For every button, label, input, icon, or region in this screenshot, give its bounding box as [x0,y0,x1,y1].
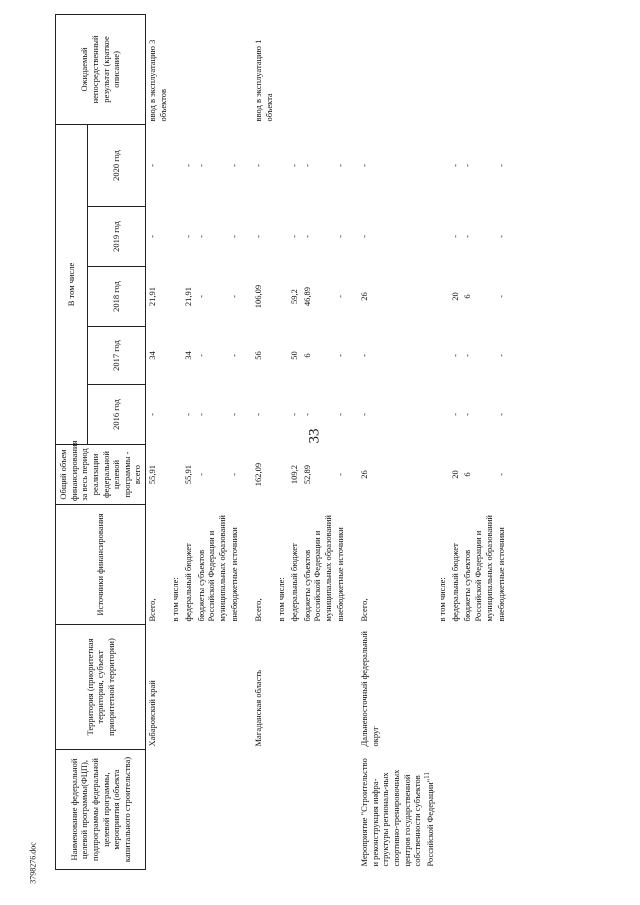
row-source-cell [195,505,229,625]
row-source-cell [495,505,508,625]
row-2016-cell [461,385,495,445]
row-2016-cell-text: - [195,413,206,416]
row-source-cell [334,505,347,625]
row-2020-cell [252,124,275,206]
row-2020-cell-text: - [335,164,346,167]
row-program-cell [436,750,449,870]
row-2020-cell [288,124,301,206]
table-row [301,14,335,869]
row-result-cell [182,14,195,124]
row-2017-cell [436,327,449,385]
row-2018-cell-text: 6 [462,294,473,299]
row-2018-cell [228,267,241,327]
row-total-cell [182,445,195,505]
header-result: Ожидаемый непосредственный результат (краткое описание) [56,14,146,124]
row-2016-cell [495,385,508,445]
row-total-cell [358,445,436,505]
row-2019-cell-text: - [301,235,312,238]
row-2020-cell [195,124,229,206]
row-total-cell-text: 6 [462,472,473,477]
row-program-cell-text: Мероприятие "Строительство и реконструкция инфра-структуры региональ-ных спортивно-тренировочных центров государственной собственности субъектов Российской Федерации" [359,758,435,867]
spacer-cell [347,750,358,870]
spacer-cell [241,750,252,870]
row-program-cell [301,750,335,870]
financing-table [55,14,508,870]
row-2020-cell-text: - [462,164,473,167]
row-2019-cell [334,207,347,267]
header-year-2019: 2019 год [88,207,146,267]
row-program-cell [334,750,347,870]
row-total-cell [495,445,508,505]
row-result-cell [301,14,335,124]
row-2019-cell-text: - [195,235,206,238]
spacer-cell [347,207,358,267]
row-territory-cell [195,625,229,750]
row-total-cell [195,445,229,505]
row-territory-cell [301,625,335,750]
row-2018-cell [182,267,195,327]
spacer-cell [347,327,358,385]
row-total-cell-text: 20 [449,470,460,479]
spacer-cell [241,327,252,385]
row-source-cell-text: в том числе: [170,577,181,622]
row-source-cell [358,505,436,625]
row-2020-cell [449,124,462,206]
row-territory-cell [182,625,195,750]
row-2017-cell-text: - [229,354,240,357]
row-program-cell [146,750,170,870]
row-2019-cell-text: - [147,235,157,238]
row-2016-cell [288,385,301,445]
rotated-table-container [55,15,625,870]
row-result-cell-text: ввод в эксплуатацию 3 объектов [147,39,168,122]
row-2017-cell-text: - [195,354,206,357]
row-2017-cell-text: - [462,354,473,357]
row-program-cell [461,750,495,870]
row-source-cell-text: Всего, [147,598,157,622]
row-result-cell [288,14,301,124]
row-2017-cell-text: - [449,354,460,357]
row-2020-cell-text: - [253,164,263,167]
row-result-cell [169,14,182,124]
header-year-2016: 2016 год [88,385,146,445]
row-source-cell [288,505,301,625]
row-2019-cell [301,207,335,267]
row-program-cell [495,750,508,870]
row-total-cell [436,445,449,505]
table-row [275,14,288,869]
row-source-cell [436,505,449,625]
row-total-cell [301,445,335,505]
row-total-cell-text: - [496,473,507,476]
row-territory-cell-text: Дальневосточный федеральный округ [359,631,380,747]
row-2019-cell [495,207,508,267]
row-2019-cell-text: - [496,235,507,238]
row-2017-cell-text: 56 [253,351,263,360]
row-spacer [241,14,252,869]
row-2017-cell-text: 34 [182,351,193,360]
row-2019-cell [436,207,449,267]
row-source-cell-text: внебюджетные источники [335,527,346,622]
footnote-marker: 11 [422,772,431,779]
row-2019-cell [449,207,462,267]
row-2019-cell [252,207,275,267]
row-2019-cell [461,207,495,267]
row-territory-cell [288,625,301,750]
row-total-cell-text: 162,09 [253,462,263,487]
row-2020-cell-text: - [359,164,369,167]
header-total: Общий объем финансирования за весь период реализации федеральной целевой программы - всего [56,445,146,505]
table-row [228,14,241,869]
spacer-cell [347,267,358,327]
row-2020-cell-text: - [449,164,460,167]
spacer-cell [241,14,252,124]
row-total-cell-text: - [229,473,240,476]
row-2017-cell [461,327,495,385]
row-2020-cell [461,124,495,206]
spacer-cell [241,124,252,206]
spacer-cell [347,124,358,206]
row-2017-cell [195,327,229,385]
row-2017-cell [288,327,301,385]
row-2020-cell-text: - [288,164,299,167]
row-result-cell [358,14,436,124]
row-2018-cell [334,267,347,327]
row-2019-cell-text: - [335,235,346,238]
row-source-cell [449,505,462,625]
row-2016-cell-text: - [147,413,157,416]
row-territory-cell [495,625,508,750]
row-2020-cell-text: - [195,164,206,167]
row-territory-cell [461,625,495,750]
row-2018-cell [301,267,335,327]
row-2016-cell-text: - [496,413,507,416]
row-2017-cell-text: - [335,354,346,357]
row-2016-cell [275,385,288,445]
row-territory-cell [449,625,462,750]
row-program-cell [288,750,301,870]
row-total-cell-text: - [195,473,206,476]
spacer-cell [241,207,252,267]
row-result-cell [449,14,462,124]
row-2018-cell-text: - [229,295,240,298]
row-total-cell-text: 55,91 [182,464,193,485]
row-program-cell [449,750,462,870]
row-2016-cell-text: - [359,413,369,416]
row-2016-cell [169,385,182,445]
row-2016-cell [301,385,335,445]
row-source-cell-text: в том числе: [437,577,448,622]
header-year-2020: 2020 год [88,124,146,206]
row-2018-cell-text: 46,89 [301,286,312,307]
row-2018-cell [495,267,508,327]
row-2016-cell-text: - [229,413,240,416]
row-territory-cell [146,625,170,750]
row-2017-cell-text: 34 [147,351,157,360]
table-body [146,14,508,869]
row-2019-cell-text: - [253,235,263,238]
row-result-cell [275,14,288,124]
row-program-cell [275,750,288,870]
row-program-cell [358,750,436,870]
row-program-cell [228,750,241,870]
spacer-cell [347,505,358,625]
row-territory-cell [169,625,182,750]
table-row [436,14,449,869]
document-id: 3798276.doc [28,842,38,884]
row-2020-cell [169,124,182,206]
row-2016-cell [358,385,436,445]
row-total-cell [461,445,495,505]
row-source-cell [182,505,195,625]
table-row [252,14,275,869]
row-source-cell-text: Всего, [359,598,369,622]
row-2020-cell [495,124,508,206]
row-result-cell [228,14,241,124]
spacer-cell [241,385,252,445]
row-territory-cell-text: Хабаровский край [147,680,157,747]
spacer-cell [347,625,358,750]
row-source-cell [461,505,495,625]
row-2017-cell-text: - [496,354,507,357]
row-2016-cell [146,385,170,445]
row-total-cell-text: 109,2 [288,464,299,485]
row-source-cell [228,505,241,625]
row-territory-cell [436,625,449,750]
row-program-cell [252,750,275,870]
row-result-cell [195,14,229,124]
row-source-cell [146,505,170,625]
row-2017-cell [358,327,436,385]
table-row [334,14,347,869]
row-territory-cell [275,625,288,750]
row-2020-cell [182,124,195,206]
row-source-cell-text: Всего, [253,598,263,622]
row-source-cell-text: федеральный бюджет [288,543,299,622]
row-total-cell [288,445,301,505]
row-2018-cell [275,267,288,327]
row-territory-cell [252,625,275,750]
table-row [358,14,436,869]
row-2017-cell [169,327,182,385]
row-2017-cell [301,327,335,385]
row-result-cell [436,14,449,124]
row-territory-cell [358,625,436,750]
table-row [288,14,301,869]
row-2019-cell-text: - [182,235,193,238]
row-result-cell [146,14,170,124]
header-program: Наименование федеральной целевой программы(ФЦП), подпрограммы федеральной целевой программы, мероприятия (объекта капитального строительства) [56,750,146,870]
spacer-cell [347,385,358,445]
row-2020-cell [358,124,436,206]
row-total-cell [275,445,288,505]
row-2018-cell-text: - [335,295,346,298]
row-2018-cell-text: 106,09 [253,284,263,309]
row-2016-cell-text: - [335,413,346,416]
row-2016-cell [252,385,275,445]
spacer-cell [241,625,252,750]
row-2016-cell [228,385,241,445]
row-2017-cell [449,327,462,385]
row-source-cell [275,505,288,625]
row-total-cell [169,445,182,505]
table-row [495,14,508,869]
row-2019-cell-text: - [359,235,369,238]
spacer-cell [241,445,252,505]
row-spacer [347,14,358,869]
row-2016-cell-text: - [301,413,312,416]
row-result-cell [495,14,508,124]
row-result-cell [252,14,275,124]
row-total-cell [146,445,170,505]
row-source-cell-text: бюджеты субъектов Российской Федерации и муниципальных образований [462,515,494,622]
row-total-cell-text: 26 [359,470,369,479]
row-2019-cell [195,207,229,267]
row-result-cell [461,14,495,124]
header-sources: Источники финансирования [56,505,146,625]
table-row [195,14,229,869]
row-2018-cell [449,267,462,327]
row-total-cell [449,445,462,505]
row-2019-cell [358,207,436,267]
row-source-cell [169,505,182,625]
row-2020-cell [275,124,288,206]
row-2019-cell [182,207,195,267]
row-total-cell [334,445,347,505]
row-2016-cell [436,385,449,445]
row-program-cell [195,750,229,870]
row-2020-cell [228,124,241,206]
row-2016-cell-text: - [462,413,473,416]
row-2019-cell-text: - [288,235,299,238]
row-2019-cell-text: - [449,235,460,238]
row-2018-cell-text: - [496,295,507,298]
row-source-cell-text: внебюджетные источники [496,527,507,622]
table-row [449,14,462,869]
row-2017-cell-text: 6 [301,353,312,358]
header-territory: Территория (приоритетная территория, субъект приоритетной территории) [56,625,146,750]
row-result-cell [334,14,347,124]
row-total-cell [228,445,241,505]
row-2018-cell [195,267,229,327]
row-2018-cell-text: 21,91 [147,286,157,307]
row-2017-cell [146,327,170,385]
row-2020-cell [146,124,170,206]
row-2017-cell-text: 50 [288,351,299,360]
row-2020-cell-text: - [229,164,240,167]
header-year-2018: 2018 год [88,267,146,327]
row-2016-cell-text: - [449,413,460,416]
row-2017-cell [228,327,241,385]
row-total-cell [252,445,275,505]
row-source-cell-text: бюджеты субъектов Российской Федерации и муниципальных образований [301,515,333,622]
row-2017-cell [275,327,288,385]
row-2019-cell [275,207,288,267]
row-2017-cell [182,327,195,385]
row-2016-cell [195,385,229,445]
row-2018-cell-text: 20 [449,292,460,301]
row-total-cell-text: - [335,473,346,476]
row-2016-cell [449,385,462,445]
row-source-cell-text: федеральный бюджет [449,543,460,622]
row-2020-cell [334,124,347,206]
row-2018-cell [146,267,170,327]
row-2017-cell-text: - [359,354,369,357]
table-row [182,14,195,869]
row-2020-cell [436,124,449,206]
row-2018-cell-text: 26 [359,292,369,301]
spacer-cell [241,267,252,327]
row-2018-cell-text: - [195,295,206,298]
row-program-cell [169,750,182,870]
row-2016-cell [334,385,347,445]
row-2019-cell [288,207,301,267]
row-2020-cell [301,124,335,206]
row-2019-cell [228,207,241,267]
spacer-cell [241,505,252,625]
header-in-which: В том числе [56,124,88,444]
row-2018-cell [461,267,495,327]
row-source-cell-text: бюджеты субъектов Российской Федерации и муниципальных образований [195,515,227,622]
row-2016-cell-text: - [288,413,299,416]
table-row [461,14,495,869]
row-source-cell-text: в том числе: [276,577,287,622]
row-source-cell [252,505,275,625]
row-source-cell-text: федеральный бюджет [182,543,193,622]
row-2019-cell [169,207,182,267]
spacer-cell [347,445,358,505]
row-2019-cell-text: - [229,235,240,238]
row-2019-cell-text: - [462,235,473,238]
row-territory-cell-text: Магаданская область [253,669,263,747]
header-year-2017: 2017 год [88,327,146,385]
row-program-cell [182,750,195,870]
row-total-cell-text: 52,89 [301,464,312,485]
table-row [146,14,170,869]
row-territory-cell [228,625,241,750]
row-2020-cell-text: - [182,164,193,167]
row-2019-cell [146,207,170,267]
table-row [169,14,182,869]
row-2017-cell [252,327,275,385]
row-total-cell-text: 55,91 [147,464,157,485]
page-number: 33 [306,428,323,444]
row-2016-cell-text: - [182,413,193,416]
row-2018-cell [252,267,275,327]
row-2016-cell [182,385,195,445]
row-territory-cell [334,625,347,750]
row-2020-cell-text: - [301,164,312,167]
row-2018-cell [436,267,449,327]
row-source-cell [301,505,335,625]
row-2017-cell [495,327,508,385]
row-2018-cell [288,267,301,327]
row-2018-cell [169,267,182,327]
row-2018-cell [358,267,436,327]
row-2018-cell-text: 59,2 [288,289,299,304]
spacer-cell [347,14,358,124]
row-2020-cell-text: - [147,164,157,167]
row-result-cell-text: ввод в эксплуатацию 1 объекта [253,39,274,122]
row-2017-cell [334,327,347,385]
row-2018-cell-text: 21,91 [182,286,193,307]
row-2016-cell-text: - [253,413,263,416]
row-source-cell-text: внебюджетные источники [229,527,240,622]
row-2020-cell-text: - [496,164,507,167]
